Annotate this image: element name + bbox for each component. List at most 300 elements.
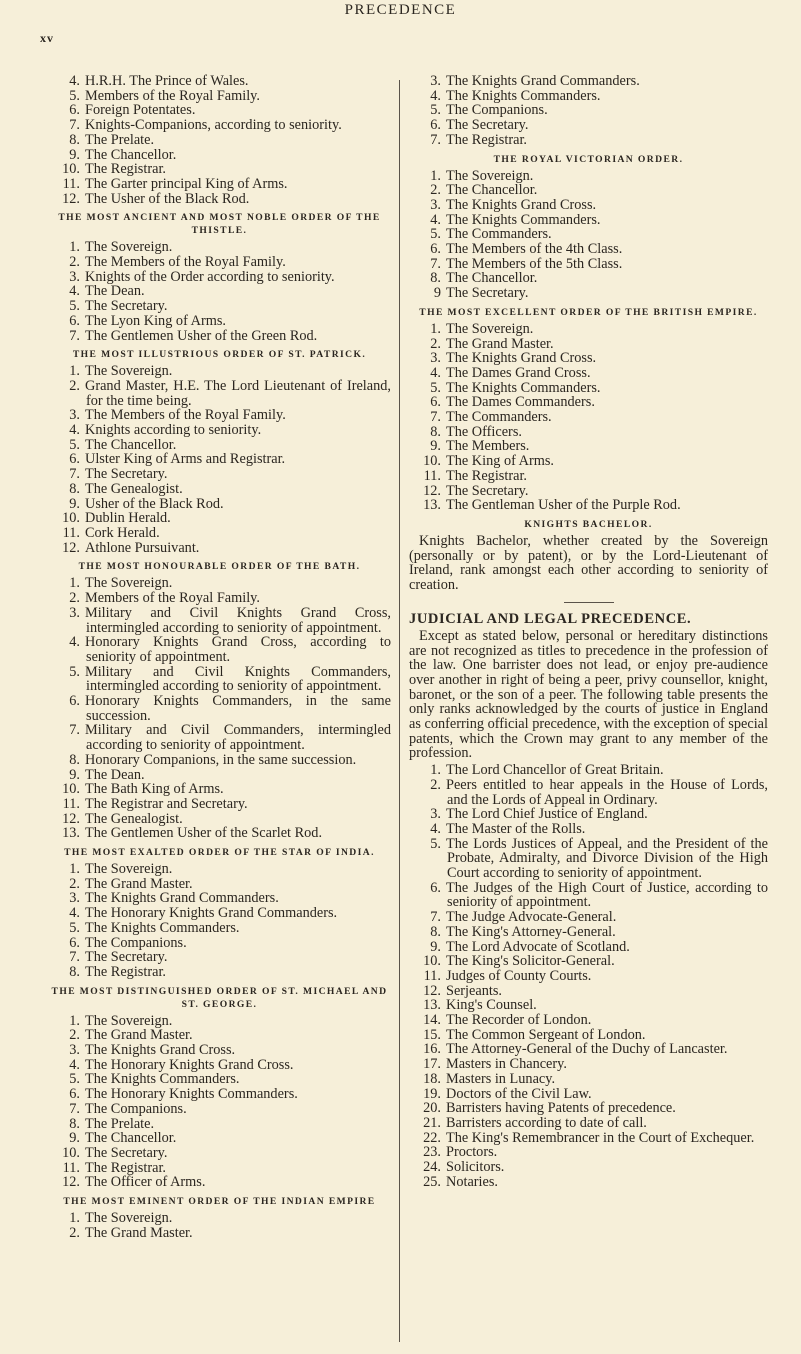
item-text: The Lyon King of Arms.	[85, 312, 226, 329]
order-section	[48, 348, 391, 555]
list-item	[409, 778, 768, 807]
list-item	[48, 1043, 391, 1058]
list-item	[48, 1072, 391, 1087]
item-number: 11.	[62, 524, 80, 541]
list-item	[48, 606, 391, 635]
item-number: 4.	[430, 211, 441, 228]
list-item	[48, 177, 391, 192]
item-number: 6.	[430, 879, 441, 896]
item-text: The Master of the Rolls.	[446, 820, 586, 837]
list-item	[409, 337, 768, 352]
item-text: The Sovereign.	[446, 167, 534, 184]
order-section	[48, 74, 391, 206]
list-item	[409, 227, 768, 242]
list-item	[409, 257, 768, 272]
list-item	[48, 452, 391, 467]
item-text: The Usher of the Black Rod.	[85, 190, 250, 207]
item-number: 2.	[69, 590, 80, 607]
item-number: 3.	[69, 1042, 80, 1059]
item-text: The Judges of the High Court of Justice, according to seniority of appointment.	[446, 879, 768, 911]
item-text: The Genealogist.	[85, 810, 183, 827]
item-number: 7.	[69, 949, 80, 966]
section-heading: THE MOST ANCIENT AND MOST NOBLE ORDER OF THE THISTLE.	[58, 212, 381, 237]
item-text: The King's Solicitor-General.	[446, 953, 615, 970]
item-number: 5.	[69, 436, 80, 453]
item-text: The Knights Commanders.	[446, 211, 601, 228]
list-item	[48, 826, 391, 841]
list-item	[409, 118, 768, 133]
item-number: 5.	[69, 298, 80, 315]
item-number: 8.	[69, 963, 80, 980]
item-number: 24.	[423, 1159, 441, 1176]
item-text: The Secretary.	[446, 482, 529, 499]
list-item	[409, 454, 768, 469]
list-item	[48, 1117, 391, 1132]
item-number: 11.	[423, 467, 441, 484]
item-text: The Secretary.	[446, 285, 529, 302]
item-text: The King's Remembrancer in the Court of Exchequer.	[446, 1129, 755, 1146]
list-item	[409, 969, 768, 984]
list-item	[48, 74, 391, 89]
item-text: Military and Civil Knights Commanders, intermingled according to seniority of appointment.	[85, 663, 391, 695]
list-item	[409, 89, 768, 104]
section-heading: JUDICIAL AND LEGAL PRECEDENCE.	[409, 610, 692, 627]
item-text: The Lord Chancellor of Great Britain.	[446, 762, 664, 779]
section-heading: THE MOST ILLUSTRIOUS ORDER OF ST. PATRICK.	[72, 349, 367, 361]
item-number: 4.	[430, 364, 441, 381]
list-item	[409, 1175, 768, 1190]
item-text: The Knights Commanders.	[85, 919, 240, 936]
list-item	[48, 482, 391, 497]
list-item	[48, 192, 391, 207]
item-number: 5.	[430, 835, 441, 852]
item-text: The Members of the 5th Class.	[446, 255, 623, 272]
list-item	[48, 1146, 391, 1161]
item-number: 13.	[423, 997, 441, 1014]
item-text: Judges of County Courts.	[446, 967, 592, 984]
item-text: The Commanders.	[446, 226, 552, 243]
item-text: The Sovereign.	[85, 1210, 173, 1227]
item-text: The Common Sergeant of London.	[446, 1026, 646, 1043]
section-paragraph: Except as stated below, personal or hereditary distinctions are not recognized as titles to precedence in the profession of the law. One barrister does not lead, or enjoy pre-audience over another in right of being a peer, privy counsellor, knight, baronet, or the son of a peer. The following table presents the only ranks acknowledged by the courts of justice in England as conferring official precedence, with the exception of special patents, which the Crown may grant to any member of the profession.	[409, 627, 768, 762]
item-number: 6.	[69, 102, 80, 119]
item-number: 12.	[62, 810, 80, 827]
item-text: The Chancellor.	[85, 436, 177, 453]
list-item	[48, 1102, 391, 1117]
item-number: 7.	[430, 409, 441, 426]
list-item	[48, 862, 391, 877]
order-section	[48, 560, 391, 841]
section-heading: THE MOST EXALTED ORDER OF THE STAR OF INDIA.	[64, 847, 375, 859]
item-number: 3.	[69, 604, 80, 621]
list-item	[409, 484, 768, 499]
list-item	[409, 469, 768, 484]
list-item	[48, 467, 391, 482]
list-item	[409, 1013, 768, 1028]
section-paragraph: Knights Bachelor, whether created by the Sovereign (personally or by patent), or by the Lord-Lieutenant of Ireland, rank amongst each other according to seniority of creation.	[409, 532, 768, 594]
item-text: The Recorder of London.	[446, 1012, 592, 1029]
order-section	[48, 846, 391, 980]
item-number: 7.	[69, 1100, 80, 1117]
list-item	[48, 314, 391, 329]
item-number: 4.	[69, 283, 80, 300]
list-item	[48, 1087, 391, 1102]
item-number: 11.	[423, 967, 441, 984]
item-number: 7.	[69, 466, 80, 483]
item-number: 9.	[69, 766, 80, 783]
list-item	[48, 148, 391, 163]
item-text: The Honorary Knights Grand Commanders.	[85, 905, 338, 922]
list-item	[409, 1131, 768, 1146]
column-divider	[399, 80, 400, 1342]
list-item	[409, 439, 768, 454]
list-item	[409, 954, 768, 969]
item-text: The Gentlemen Usher of the Scarlet Rod.	[85, 825, 323, 842]
item-text: The Grand Master.	[85, 1224, 193, 1241]
item-number: 9	[433, 285, 441, 302]
item-text: Doctors of the Civil Law.	[446, 1085, 592, 1102]
list-item	[48, 1131, 391, 1146]
item-number: 5.	[69, 87, 80, 104]
item-text: The King of Arms.	[446, 453, 555, 470]
item-text: The Secretary.	[85, 298, 168, 315]
item-number: 4.	[430, 87, 441, 104]
item-number: 10.	[62, 510, 80, 527]
item-number: 2.	[69, 254, 80, 271]
list-item	[48, 133, 391, 148]
list-item	[48, 408, 391, 423]
item-text: The Knights Grand Commanders.	[85, 890, 279, 907]
list-item	[48, 162, 391, 177]
item-number: 1.	[430, 320, 441, 337]
item-text: The Members of the 4th Class.	[446, 241, 623, 258]
item-text: Honorary Knights Commanders, in the same succession.	[85, 693, 391, 724]
item-number: 11.	[62, 795, 80, 812]
item-number: 4.	[430, 820, 441, 837]
section-rule	[564, 602, 614, 603]
list-item	[409, 498, 768, 513]
item-text: Knights according to seniority.	[85, 422, 262, 439]
list-item	[409, 1028, 768, 1043]
list-item	[48, 635, 391, 664]
section-heading: KNIGHTS BACHELOR.	[524, 518, 653, 530]
item-text: The Genealogist.	[85, 480, 183, 497]
item-number: 10.	[62, 161, 80, 178]
item-number: 19.	[423, 1085, 441, 1102]
item-number: 8.	[69, 751, 80, 768]
item-number: 2.	[430, 776, 441, 793]
item-number: 3.	[430, 806, 441, 823]
list-item	[48, 89, 391, 104]
list-item	[48, 782, 391, 797]
item-number: 2.	[430, 335, 441, 352]
section-heading: THE MOST EXCELLENT ORDER OF THE BRITISH EMPIRE.	[419, 306, 758, 318]
item-number: 3.	[69, 407, 80, 424]
order-section	[409, 306, 768, 513]
item-text: Foreign Potentates.	[85, 102, 196, 119]
item-text: Proctors.	[446, 1144, 498, 1161]
item-text: The Lord Advocate of Scotland.	[446, 938, 630, 955]
list-item	[48, 284, 391, 299]
item-number: 25.	[423, 1173, 441, 1190]
item-number: 4.	[69, 905, 80, 922]
item-text: The Honorary Knights Grand Cross.	[85, 1056, 294, 1073]
item-text: Members of the Royal Family.	[85, 87, 260, 104]
item-text: Honorary Knights Grand Cross, according to seniority of appointment.	[85, 634, 391, 665]
section-heading: THE ROYAL VICTORIAN ORDER.	[493, 153, 684, 165]
item-number: 11.	[62, 1159, 80, 1176]
list-item	[48, 299, 391, 314]
item-number: 4.	[69, 634, 80, 651]
item-number: 11.	[62, 175, 80, 192]
item-text: Military and Civil Knights Grand Cross, intermingled according to seniority of appointment.	[85, 604, 391, 636]
left-column	[48, 74, 391, 1241]
item-text: The Secretary.	[85, 1145, 168, 1161]
section-heading: THE MOST HONOURABLE ORDER OF THE BATH.	[78, 561, 361, 573]
list-item	[48, 812, 391, 827]
item-number: 18.	[423, 1070, 441, 1087]
item-number: 5.	[430, 102, 441, 119]
item-text: Barristers having Patents of precedence.	[446, 1100, 676, 1117]
item-text: The Members.	[446, 438, 530, 455]
list-item	[48, 270, 391, 285]
item-text: The Companions.	[85, 1100, 187, 1117]
list-item	[409, 910, 768, 925]
list-item	[48, 797, 391, 812]
item-text: The Sovereign.	[85, 363, 173, 380]
item-text: The Bath King of Arms.	[85, 781, 224, 798]
list-item	[48, 906, 391, 921]
list-item	[48, 240, 391, 255]
item-number: 9.	[430, 438, 441, 455]
item-number: 6.	[430, 394, 441, 411]
order-section	[48, 1195, 391, 1240]
list-item	[48, 541, 391, 556]
item-text: Military and Civil Commanders, intermingled according to seniority of appointment.	[85, 722, 391, 754]
item-text: The Knights Grand Cross.	[446, 350, 597, 367]
list-item	[409, 881, 768, 910]
section-heading: THE MOST EMINENT ORDER OF THE INDIAN EMPIRE	[63, 1196, 376, 1208]
item-number: 1.	[69, 575, 80, 592]
item-text: Honorary Companions, in the same succession.	[85, 751, 357, 768]
item-text: Serjeants.	[446, 982, 502, 999]
order-section	[48, 985, 391, 1190]
order-section	[409, 153, 768, 301]
list-item	[409, 103, 768, 118]
order-section	[48, 211, 391, 343]
list-item	[48, 877, 391, 892]
item-number: 2.	[69, 377, 80, 394]
list-item	[409, 74, 768, 89]
item-number: 1.	[69, 861, 80, 878]
item-text: The Knights Commanders.	[446, 379, 601, 396]
list-item	[48, 1175, 391, 1190]
item-text: The Sovereign.	[85, 575, 173, 592]
item-number: 7.	[69, 117, 80, 134]
page-number: xv	[40, 31, 54, 45]
item-number: 3.	[430, 196, 441, 213]
item-number: 2.	[69, 1027, 80, 1044]
item-number: 5.	[430, 226, 441, 243]
item-text: The Attorney-General of the Duchy of Lancaster.	[446, 1041, 728, 1058]
list-item	[409, 1101, 768, 1116]
item-number: 6.	[69, 693, 80, 710]
list-item	[48, 936, 391, 951]
item-number: 10.	[62, 781, 80, 798]
running-title: PRECEDENCE	[344, 2, 457, 18]
item-text: King's Counsel.	[446, 997, 537, 1014]
item-text: Ulster King of Arms and Registrar.	[85, 451, 286, 468]
item-number: 12.	[62, 1174, 80, 1191]
list-item	[409, 410, 768, 425]
item-text: The Gentleman Usher of the Purple Rod.	[446, 497, 681, 514]
list-item	[48, 576, 391, 591]
list-item	[409, 1116, 768, 1131]
item-text: Athlone Pursuivant.	[85, 539, 200, 556]
list-item	[409, 322, 768, 337]
list-item	[48, 1014, 391, 1029]
right-column	[409, 74, 768, 1190]
item-number: 3.	[69, 890, 80, 907]
item-number: 9.	[430, 938, 441, 955]
item-number: 16.	[423, 1041, 441, 1058]
list-item	[48, 329, 391, 344]
item-number: 21.	[423, 1115, 441, 1131]
list-item	[48, 768, 391, 783]
item-text: Members of the Royal Family.	[85, 590, 260, 607]
item-number: 2.	[69, 1224, 80, 1241]
item-number: 1.	[69, 363, 80, 380]
item-number: 14.	[423, 1012, 441, 1029]
list-item	[48, 1058, 391, 1073]
item-number: 9.	[69, 1130, 80, 1147]
item-number: 10.	[62, 1145, 80, 1161]
item-number: 9.	[69, 495, 80, 512]
item-text: The Officer of Arms.	[85, 1174, 206, 1191]
list-item	[48, 965, 391, 980]
item-number: 3.	[69, 268, 80, 285]
list-item	[48, 103, 391, 118]
item-text: The Sovereign.	[85, 1012, 173, 1029]
item-text: Masters in Lunacy.	[446, 1070, 556, 1087]
item-number: 1.	[430, 762, 441, 779]
item-number: 8.	[69, 131, 80, 148]
list-item	[409, 763, 768, 778]
item-text: The Secretary.	[85, 949, 168, 966]
list-item	[409, 183, 768, 198]
item-text: Knights of the Order according to seniority.	[85, 268, 335, 285]
order-section	[409, 610, 768, 1190]
list-item	[48, 1028, 391, 1043]
list-item	[409, 984, 768, 999]
item-number: 17.	[423, 1056, 441, 1073]
list-item	[48, 364, 391, 379]
item-number: 10.	[423, 453, 441, 470]
list-item	[409, 822, 768, 837]
list-item	[48, 511, 391, 526]
item-text: The Registrar.	[85, 963, 166, 980]
list-item	[409, 286, 768, 301]
item-number: 5.	[69, 1071, 80, 1088]
item-text: The Sovereign.	[85, 239, 173, 256]
item-number: 8.	[430, 423, 441, 440]
item-number: 1.	[69, 239, 80, 256]
item-text: The Companions.	[446, 102, 548, 119]
item-number: 12.	[423, 482, 441, 499]
item-number: 8.	[430, 923, 441, 940]
list-item	[48, 423, 391, 438]
list-item	[409, 1057, 768, 1072]
item-text: Cork Herald.	[85, 524, 160, 541]
item-number: 6.	[430, 241, 441, 258]
item-number: 8.	[69, 480, 80, 497]
item-number: 4.	[69, 1056, 80, 1073]
item-text: The Chancellor.	[85, 146, 177, 163]
list-item	[409, 242, 768, 257]
list-item	[48, 665, 391, 694]
item-number: 1.	[430, 167, 441, 184]
item-number: 20.	[423, 1100, 441, 1117]
list-item	[48, 118, 391, 133]
item-text: The Dean.	[85, 283, 145, 300]
item-number: 7.	[430, 131, 441, 148]
list-item	[409, 395, 768, 410]
list-item	[409, 351, 768, 366]
item-text: The Grand Master.	[85, 1027, 193, 1044]
item-number: 5.	[430, 379, 441, 396]
item-text: The Officers.	[446, 423, 522, 440]
item-text: The King's Attorney-General.	[446, 923, 616, 940]
item-number: 7.	[69, 327, 80, 344]
item-number: 6.	[69, 934, 80, 951]
item-number: 13.	[423, 497, 441, 514]
item-text: The Grand Master.	[85, 875, 193, 892]
item-number: 22.	[423, 1129, 441, 1146]
list-item	[409, 1072, 768, 1087]
item-number: 7.	[430, 255, 441, 272]
item-number: 6.	[430, 117, 441, 134]
item-text: The Secretary.	[446, 117, 529, 134]
list-item	[409, 1160, 768, 1175]
item-number: 6.	[69, 451, 80, 468]
item-text: The Secretary.	[85, 466, 168, 483]
list-item	[48, 591, 391, 606]
item-text: The Grand Master.	[446, 335, 554, 352]
item-number: 3.	[430, 73, 441, 89]
item-text: The Companions.	[85, 934, 187, 951]
list-item	[48, 526, 391, 541]
item-text: The Garter principal King of Arms.	[85, 175, 288, 192]
item-number: 2.	[430, 182, 441, 199]
item-text: The Lord Chief Justice of England.	[446, 806, 648, 823]
list-item	[48, 694, 391, 723]
list-item	[48, 379, 391, 408]
item-number: 13.	[62, 825, 80, 842]
list-item	[409, 1042, 768, 1057]
item-number: 5.	[69, 919, 80, 936]
item-text: The Judge Advocate-General.	[446, 909, 617, 926]
item-number: 12.	[62, 539, 80, 556]
item-text: The Lords Justices of Appeal, and the President of the Probate, Admiralty, and Divorce Division of the High Court according to seniority of appointment.	[446, 835, 768, 882]
item-number: 7.	[69, 722, 80, 739]
list-item	[409, 381, 768, 396]
item-text: The Dean.	[85, 766, 145, 783]
item-text: The Dames Commanders.	[446, 394, 595, 411]
item-number: 6.	[69, 312, 80, 329]
item-number: 2.	[69, 875, 80, 892]
list-item	[48, 891, 391, 906]
list-item	[48, 1161, 391, 1176]
